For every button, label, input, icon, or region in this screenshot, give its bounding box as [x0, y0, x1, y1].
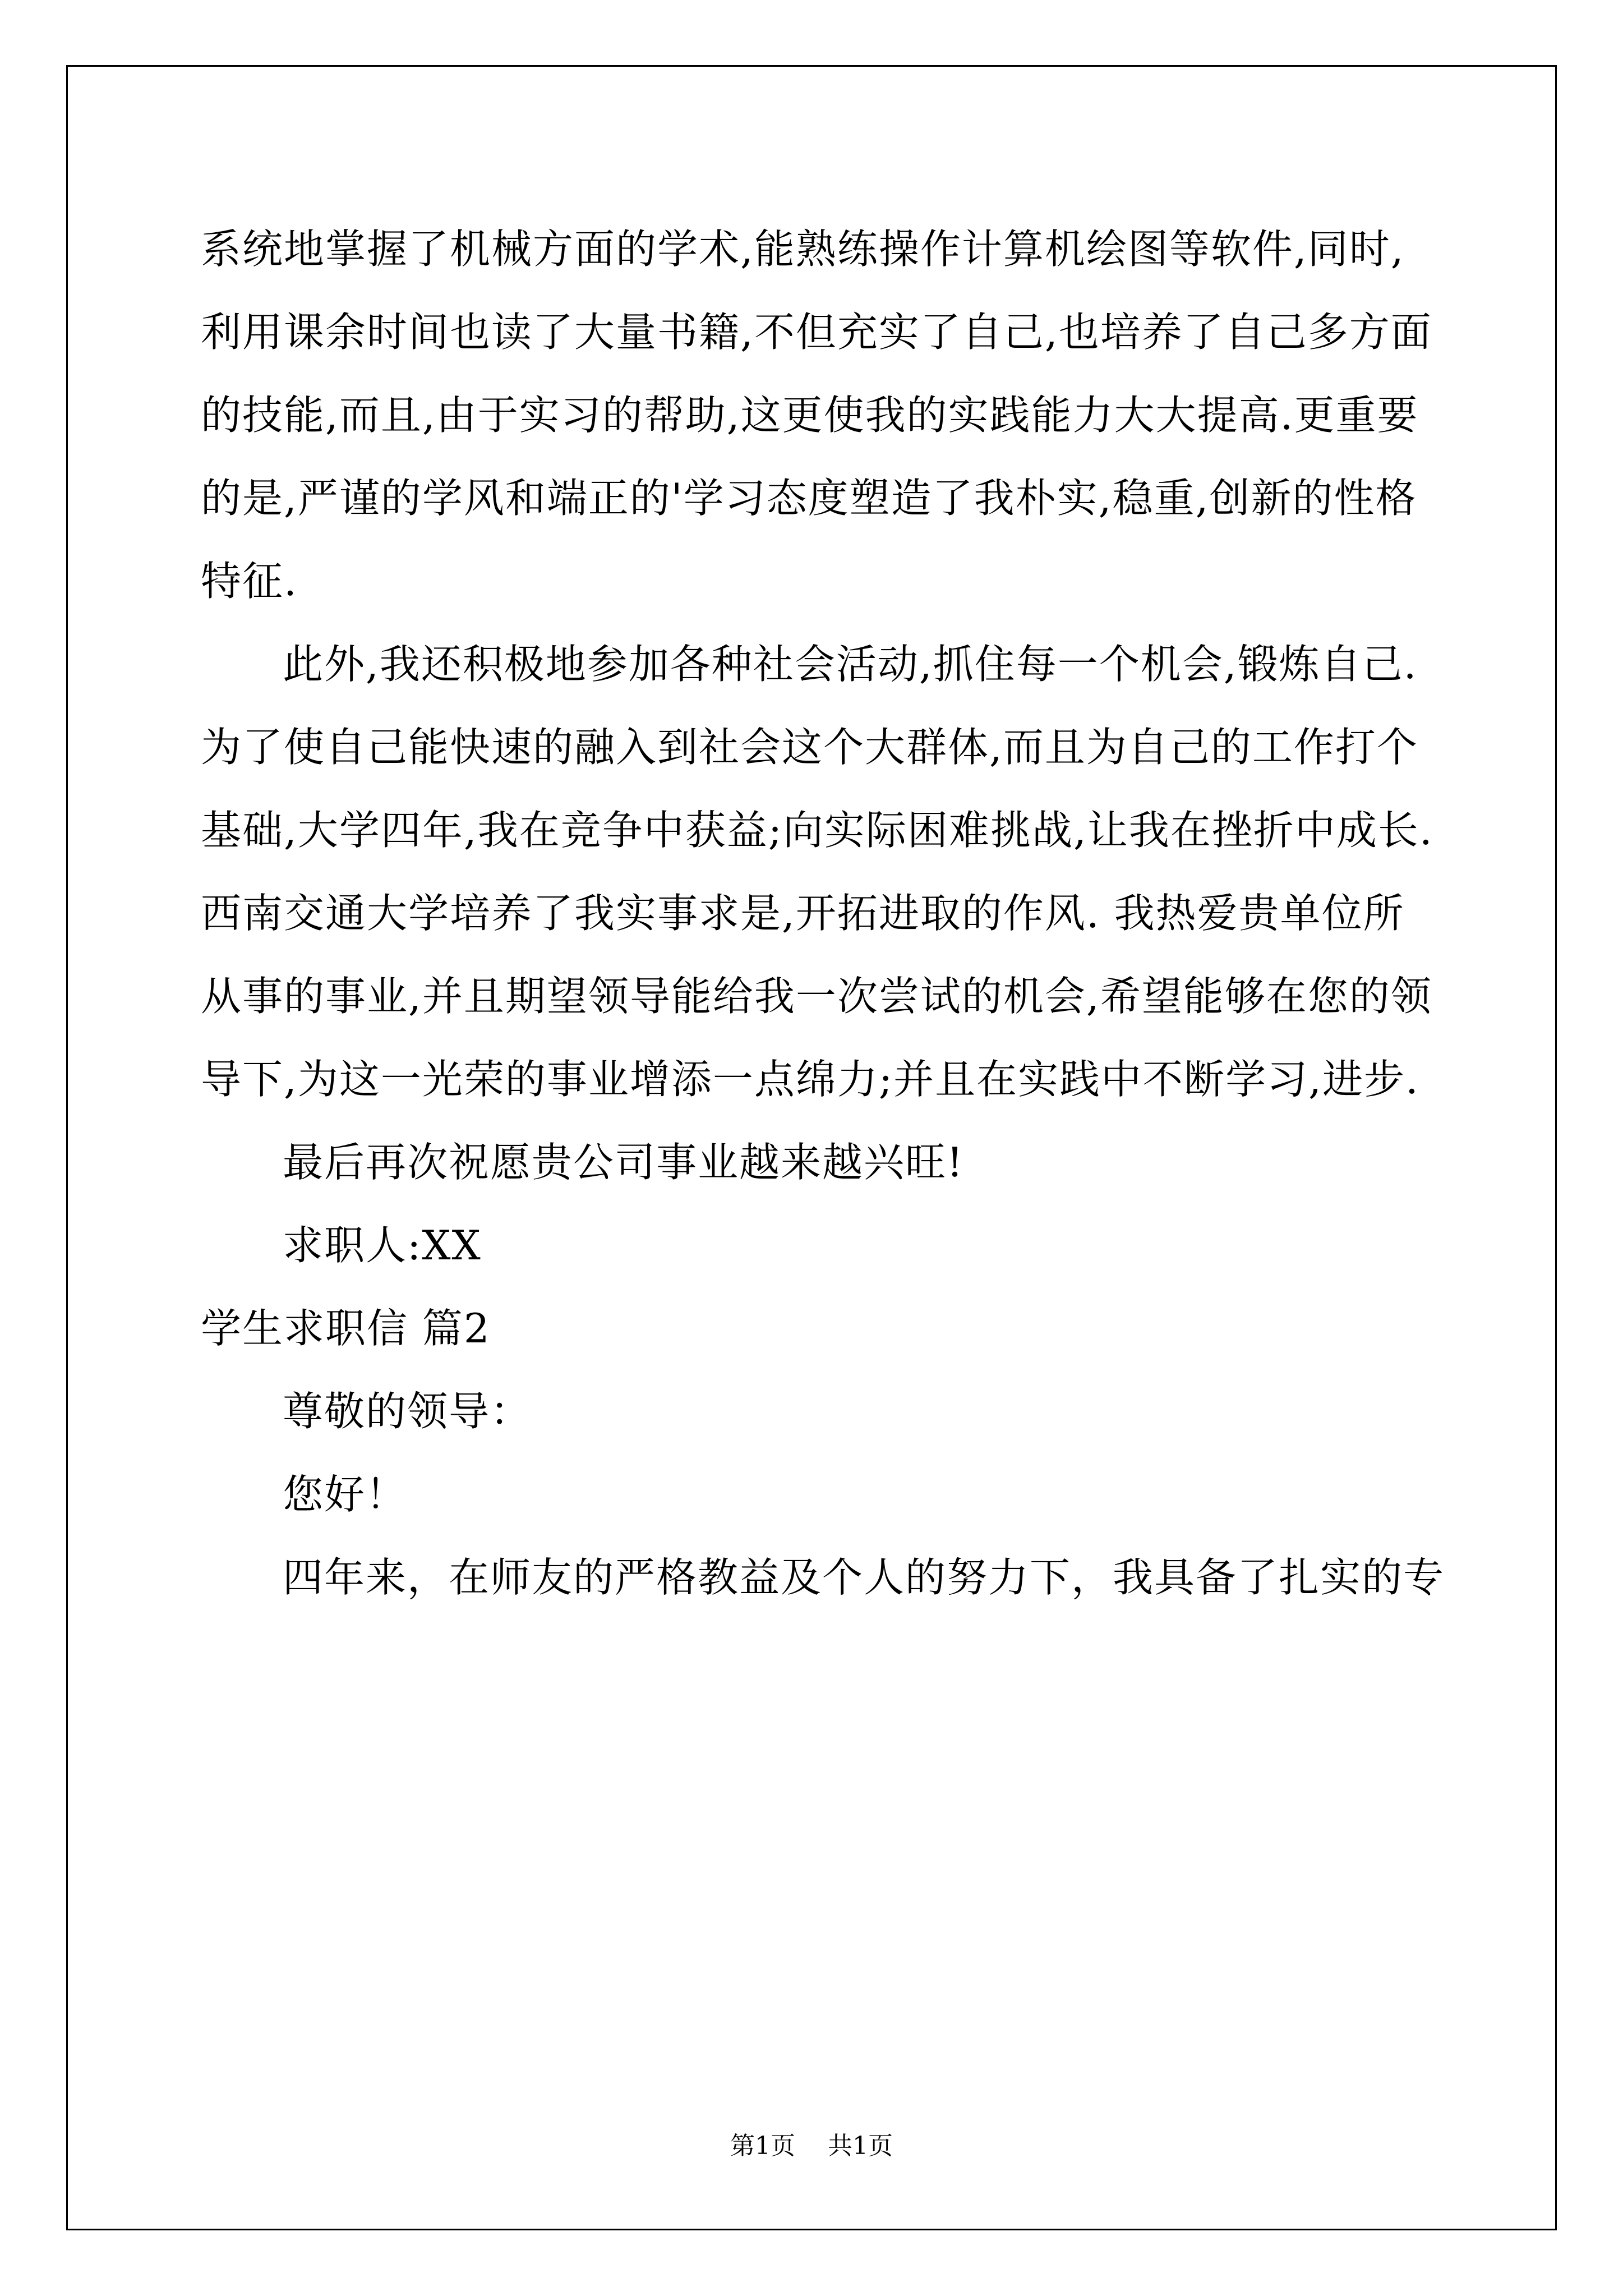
text-line: 西南交通大学培养了我实事求是,开拓进取的作风. 我热爱贵单位所 — [201, 890, 1405, 937]
text-line: 基础,大学四年,我在竞争中获益;向实际困难挑战,让我在挫折中成长. — [201, 807, 1433, 854]
text-line: 特征. — [201, 558, 298, 605]
applicant-signature: 求职人:XX — [283, 1222, 482, 1269]
paragraph-start-line: 此外,我还积极地参加各种社会活动,抓住每一个机会,锻炼自己. — [283, 641, 1418, 688]
section-heading: 学生求职信 篇2 — [201, 1305, 491, 1352]
closing-wish: 最后再次祝愿贵公司事业越来越兴旺! — [283, 1139, 964, 1186]
text-line: 的是,严谨的学风和端正的'学习态度塑造了我朴实,稳重,创新的性格 — [201, 475, 1417, 522]
page-number: 第1页 — [730, 2132, 795, 2160]
text-line: 为了使自己能快速的融入到社会这个大群体,而且为自己的工作打个 — [201, 724, 1418, 771]
paragraph-start-line: 四年来，在师友的严格教益及个人的努力下，我具备了扎实的专 — [283, 1554, 1445, 1601]
page-total: 共1页 — [828, 2132, 893, 2160]
text-line: 从事的事业,并且期望领导能给我一次尝试的机会,希望能够在您的领 — [201, 973, 1432, 1020]
text-line: 导下,为这一光荣的事业增添一点绵力;并且在实践中不断学习,进步. — [201, 1056, 1419, 1103]
text-line: 的技能,而且,由于实习的帮助,这更使我的实践能力大大提高.更重要 — [201, 392, 1419, 439]
salutation: 尊敬的领导： — [283, 1388, 532, 1435]
text-line: 利用课余时间也读了大量书籍,不但充实了自己,也培养了自己多方面 — [201, 309, 1432, 356]
text-line: 系统地掌握了机械方面的学术,能熟练操作计算机绘图等软件,同时, — [201, 226, 1405, 273]
page-footer — [0, 2129, 1623, 2163]
greeting: 您好！ — [283, 1471, 408, 1518]
document-body — [201, 208, 1445, 1619]
